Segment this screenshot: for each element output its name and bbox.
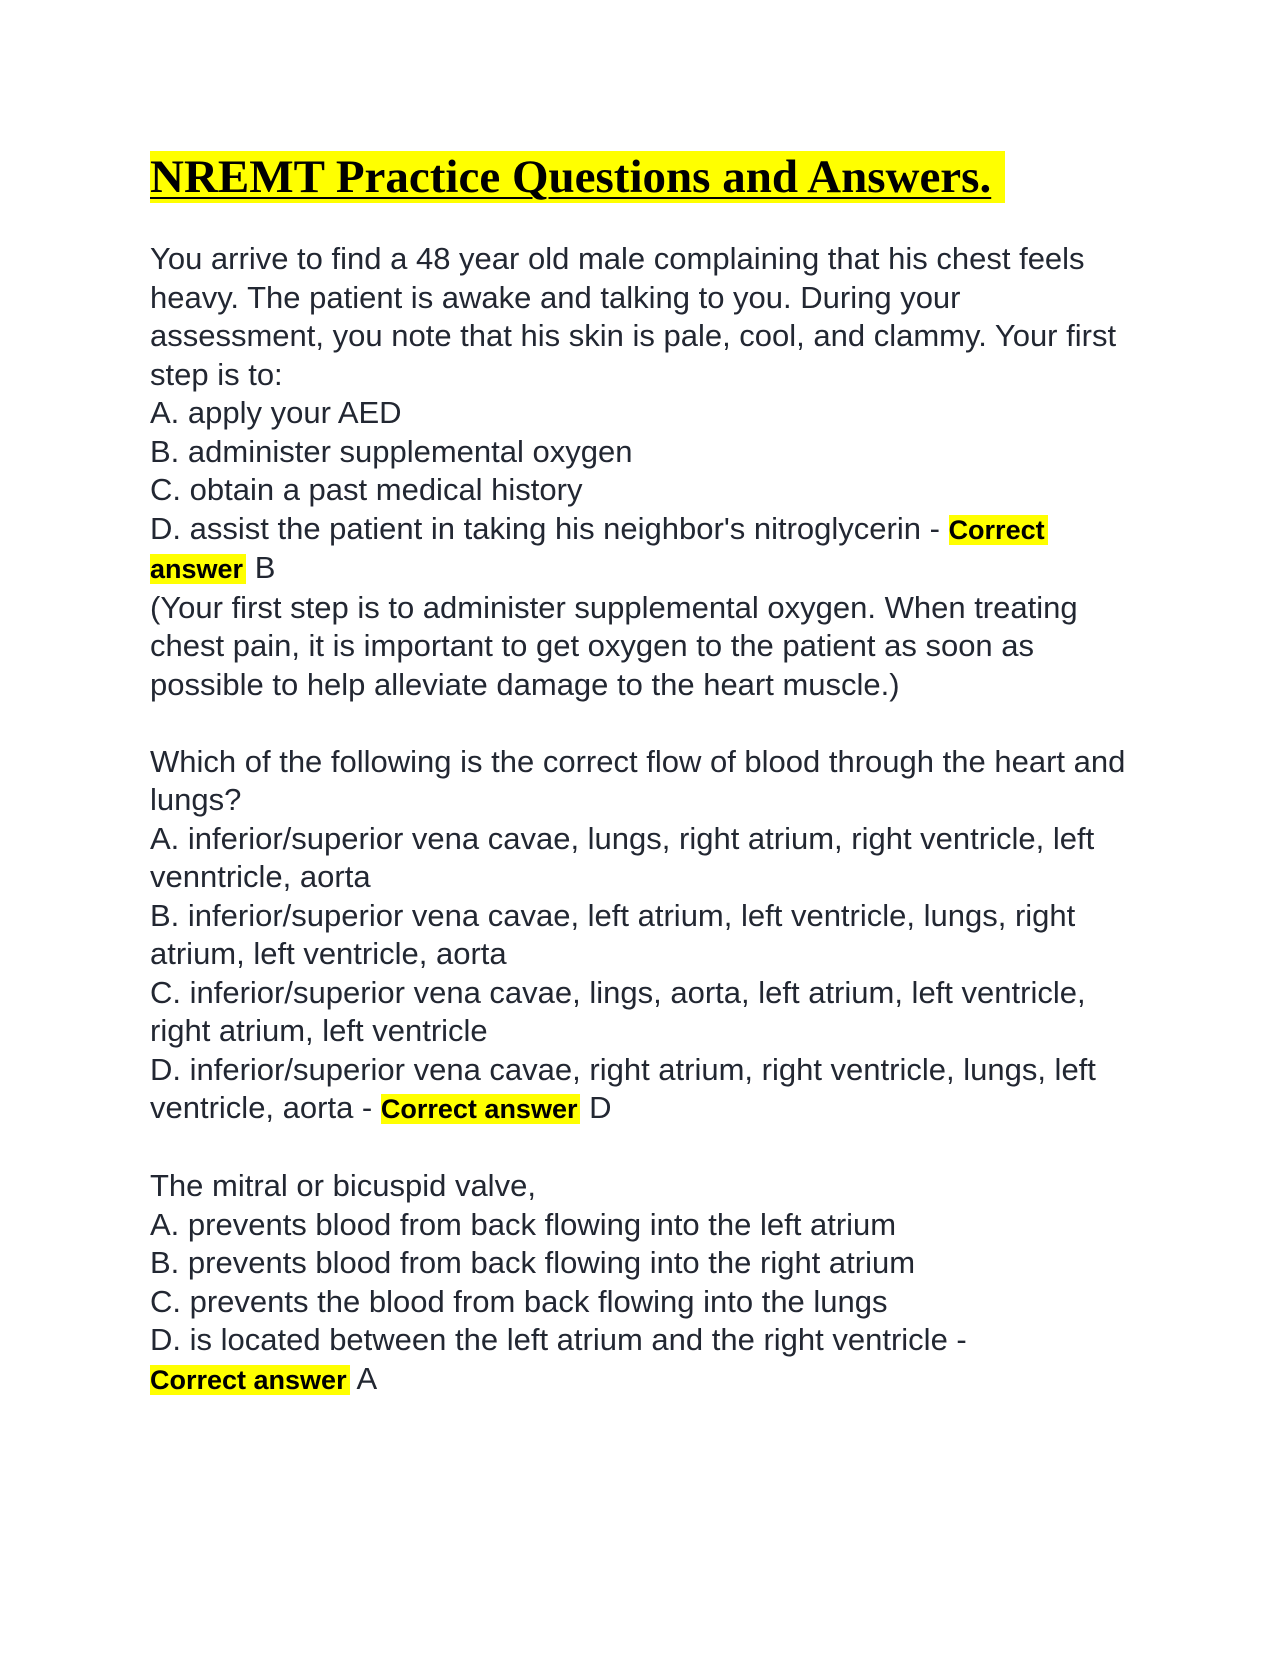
question-3-option-b: B. prevents blood from back flowing into the right atrium bbox=[150, 1245, 916, 1280]
question-1-option-a: A. apply your AED bbox=[150, 395, 402, 430]
question-2-option-b: B. inferior/superior vena cavae, left atrium, left ventricle, lungs, right atrium, left ventricle, aorta bbox=[150, 897, 1076, 971]
question-3-option-d: D. is located between the left atrium and the right ventricle - bbox=[150, 1322, 967, 1357]
question-2-option-a: A. inferior/superior vena cavae, lungs, right atrium, right ventricle, left venntricle, aorta bbox=[150, 820, 1095, 894]
question-3-option-c: C. prevents the blood from back flowing into the lungs bbox=[150, 1283, 888, 1319]
question-block-3 bbox=[150, 1167, 1140, 1399]
question-1-option-b: B. administer supplemental oxygen bbox=[150, 433, 633, 469]
question-2-stem: Which of the following is the correct flow of blood through the heart and lungs? bbox=[150, 743, 1126, 817]
correct-answer-label-3: Correct answer bbox=[150, 1365, 350, 1395]
question-1-option-d-line bbox=[150, 510, 1140, 550]
document-title-text: NREMT Practice Questions and Answers. bbox=[150, 151, 1005, 203]
question-2-answer: D bbox=[589, 1090, 612, 1125]
question-2-option-c: C. inferior/superior vena cavae, lings, aorta, left atrium, left ventricle, right atrium, left ventricle bbox=[150, 974, 1086, 1048]
question-3-answer-line bbox=[150, 1360, 1140, 1400]
question-1-answer-line bbox=[150, 549, 1140, 589]
question-3-option-a: A. prevents blood from back flowing into the left atrium bbox=[150, 1206, 897, 1242]
question-1-option-d: D. assist the patient in taking his neighbor's nitroglycerin - bbox=[150, 510, 940, 546]
question-1-answer: B bbox=[254, 550, 276, 585]
question-block-1 bbox=[150, 240, 1140, 704]
question-1-option-c: C. obtain a past medical history bbox=[150, 472, 583, 507]
document-title bbox=[150, 148, 1140, 206]
paragraph-gap bbox=[150, 1129, 1140, 1168]
paragraph-gap bbox=[150, 704, 1140, 743]
document-page bbox=[150, 148, 1140, 1399]
question-1-explanation: (Your first step is to administer supplemental oxygen. When treating chest pain, it is important to get oxygen to the patient as soon as possible to help alleviate damage to the heart muscle.) bbox=[150, 589, 1078, 702]
question-3-answer: A bbox=[356, 1360, 378, 1396]
question-2-option-d: D. inferior/superior vena cavae, right atrium, right ventricle, lungs, left ventricle, aorta - bbox=[150, 1051, 1096, 1125]
correct-answer-label-1b: answer bbox=[150, 554, 246, 584]
correct-answer-label-1a: Correct bbox=[949, 515, 1048, 545]
question-2-option-d-line bbox=[150, 1051, 1140, 1129]
correct-answer-label-2: Correct answer bbox=[381, 1094, 581, 1124]
question-block-2 bbox=[150, 743, 1140, 1129]
question-3-stem: The mitral or bicuspid valve, bbox=[150, 1168, 536, 1203]
question-1-stem: You arrive to find a 48 year old male complaining that his chest feels heavy. The patient is awake and talking to you. During your assessment, you note that his skin is pale, cool, and clammy. Your first step is to: bbox=[150, 241, 1117, 392]
